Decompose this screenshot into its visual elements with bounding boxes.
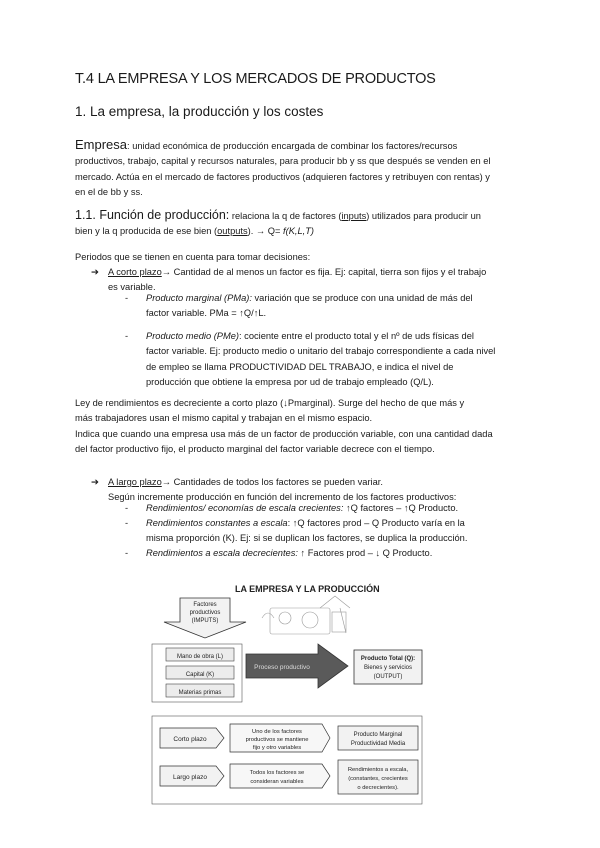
funcion-text: relaciona la q de factores ( xyxy=(229,211,342,221)
pme-item xyxy=(146,329,556,390)
dash-bullet: - xyxy=(125,293,129,303)
inputs-term: inputs xyxy=(341,211,367,221)
todos-line: Todos los factores se xyxy=(249,770,305,776)
producto-total-line: (OUTPUT) xyxy=(373,674,403,680)
production-diagram xyxy=(150,578,450,818)
empresa-term: Empresa xyxy=(75,137,128,152)
r2-term: Rendimientos constantes a escala xyxy=(146,518,288,528)
factores-line: Factores xyxy=(193,602,217,608)
r3-term: Rendimientos a escala decrecientes: xyxy=(146,548,298,558)
largo-plazo-label: A largo plazo xyxy=(108,477,162,487)
ley-text: Ley de rendimientos es decreciente a corto plazo (↓Pmarginal). Surge del hecho de que más y xyxy=(75,398,465,408)
document-title: T.4 LA EMPRESA Y LOS MERCADOS DE PRODUCTOS xyxy=(75,71,436,87)
producto-total-line: Bienes y servicios xyxy=(363,665,413,671)
formula: f(K,L,T) xyxy=(283,226,315,237)
funcion-text: ). → Q= xyxy=(247,226,284,237)
pme-term: Producto medio (PMe) xyxy=(146,331,240,341)
dash-bullet: - xyxy=(125,518,129,528)
corto-text: → Cantidad de al menos un factor es fija. Ej: capital, tierra son fijos y el trabajo xyxy=(161,267,487,277)
pmg-text: variación que se produce con una unidad de más del xyxy=(251,293,473,303)
pme-text: producción que obtiene la empresa por ud de trabajo empleado (Q/L). xyxy=(146,376,434,387)
rend-line: o decrecientes). xyxy=(357,785,399,791)
uno-line: Uno de los factores xyxy=(252,729,302,735)
dash-bullet: - xyxy=(125,503,129,513)
pme-text: de empleo se llama PRODUCTIVIDAD DEL TRABAJO, e indica el nivel de xyxy=(146,361,454,372)
r1-text: ↑Q factores – ↑Q Producto. xyxy=(343,503,459,513)
ley-text: más trabajadores usan el mismo capital y trabajan en el mismo espacio. xyxy=(75,413,373,424)
dash-bullet: - xyxy=(125,548,129,558)
periodos-text: Periodos que se tienen en cuenta para tomar decisiones: xyxy=(75,252,311,262)
dash-bullet: - xyxy=(125,331,129,341)
section-heading: 1. La empresa, la producción y los costes xyxy=(75,104,324,119)
largo-text: Según incremente producción en función del incremento de los factores productivos: xyxy=(108,492,457,503)
rendimientos-constantes xyxy=(146,516,556,547)
factores-line: productivos xyxy=(189,610,221,616)
uno-line: productivos se mantiene xyxy=(245,737,309,743)
rend-line: Rendimientos a escala, xyxy=(347,767,409,773)
empresa-text: : unidad económica de producción encargada de combinar los factores/recursos xyxy=(127,141,458,151)
materias-label: Materias primas xyxy=(178,690,222,696)
corto-plazo-label: Corto plazo xyxy=(173,736,207,743)
empresa-line: productivos, trabajo, capital y recursos naturales, para producir bb y ss que después se venden en el xyxy=(75,156,491,167)
funcion-text: bien y la q producida de ese bien ( xyxy=(75,226,218,237)
marginal-line: Producto Marginal xyxy=(353,732,403,738)
r3-text: ↑ Factores prod – ↓ Q Producto. xyxy=(297,548,433,558)
empresa-line: en el de bb y ss. xyxy=(75,186,143,197)
corto-text: es variable. xyxy=(108,282,156,293)
rendimientos-decrecientes xyxy=(146,546,432,561)
largo-text: → Cantidades de todos los factores se pueden variar. xyxy=(161,477,383,487)
capital-label: Capital (K) xyxy=(185,672,215,678)
mano-label: Mano de obra (L) xyxy=(176,654,224,660)
rendimientos-crecientes xyxy=(146,501,458,516)
largo-plazo-label: Largo plazo xyxy=(173,774,207,781)
r2-text: : ↑Q factores prod – Q Producto varía en la xyxy=(287,518,465,528)
empresa-line: mercado. Actúa en el mercado de factores productivos (adquieren factores y retribuyen con rentas) y xyxy=(75,171,490,182)
outputs-term: outputs xyxy=(217,226,248,237)
funcion-paragraph xyxy=(75,208,545,240)
r2-text: misma proporción (K). Ej: si se duplican los factores, se duplica la producción. xyxy=(146,533,468,544)
pme-text: factor variable. Ej: producto medio o unitario del trabajo correspondiente a cada nivel xyxy=(146,346,496,357)
uno-line: fijo y otro variables xyxy=(252,745,302,751)
todos-line: consideran variables xyxy=(250,779,304,785)
corto-plazo-label: A corto plazo xyxy=(108,267,162,277)
marginal-line: Productividad Media xyxy=(350,741,406,747)
pmg-term: Producto marginal (PMa): xyxy=(146,293,252,303)
pmg-item xyxy=(146,291,546,322)
pmg-text: factor variable. PMa = ↑Q/↑L. xyxy=(146,308,267,319)
factores-line: (IMPUTS) xyxy=(191,618,219,624)
funcion-text: ) utilizados para producir un xyxy=(366,211,481,221)
r1-term: Rendimientos/ economías de escala crecientes: xyxy=(146,503,344,513)
pme-text: : cociente entre el producto total y el nº de uds físicas del xyxy=(239,331,474,341)
ley-text: Indica que cuando una empresa usa más de un factor de producción variable, con una cantidad dada xyxy=(75,428,493,439)
ley-paragraph xyxy=(75,396,555,457)
proceso-label: Proceso productivo xyxy=(254,664,310,671)
producto-total-line: Producto Total (Q): xyxy=(360,656,416,662)
rend-line: (constantes, crecientes xyxy=(348,776,408,782)
figure-title: LA EMPRESA Y LA PRODUCCIÓN xyxy=(235,584,380,594)
corto-arrow-icon: ➔ xyxy=(91,267,99,277)
largo-arrow-icon: ➔ xyxy=(91,477,99,487)
empresa-paragraph xyxy=(75,137,545,200)
funcion-heading: 1.1. Función de producción: xyxy=(75,208,230,222)
ley-text: del factor productivo fijo, el producto marginal del factor variable decrece con el tiempo. xyxy=(75,443,435,454)
